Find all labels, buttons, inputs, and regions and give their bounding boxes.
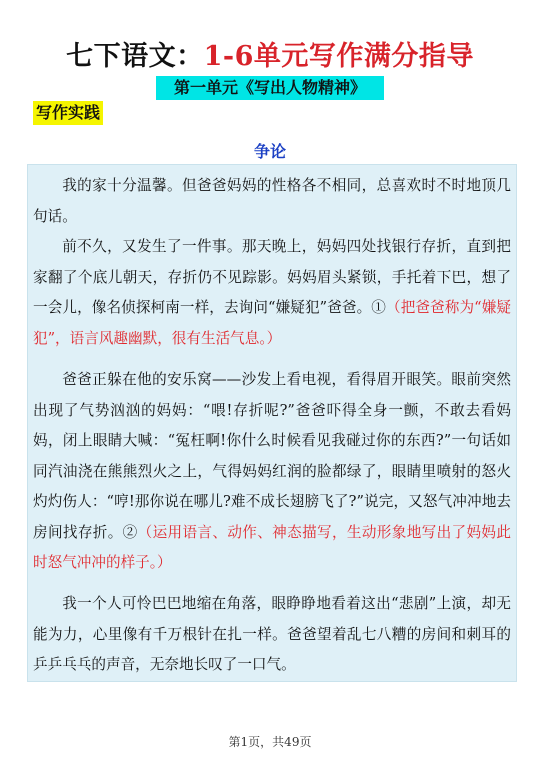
paragraph-text: 爸爸正躲在他的安乐窝——沙发上看电视，看得眉开眼笑。眼前突然出现了气势汹汹的妈妈：“喂!存折呢?”爸爸吓得全身一颤，不敢去看妈妈，闭上眼睛大喊：“冤枉啊!你什么时候看见我碰过你的东西?”一句话如同汽油浇在熊熊烈火之上，气得妈妈红润的脸都绿了，眼睛里喷射的怒火灼灼伤人：“哼!那你说在哪儿?难不成长翅膀飞了?”说完，又怒气冲冲地去房间找存折。② xyxy=(33,371,511,541)
annotation-note: （运用语言、动作、神态描写，生动形象地写出了妈妈此时怒气冲冲的样子。） xyxy=(33,523,511,571)
section-label: 写作实践 xyxy=(33,101,103,125)
paragraph-text: 前不久，又发生了一件事。那天晚上，妈妈四处找银行存折，直到把家翻了个底儿朝天，存折仍不见踪影。妈妈眉头紧锁，手托着下巴，想了一会儿，像名侦探柯南一样，去询问“嫌疑犯”爸爸。① xyxy=(33,238,511,316)
document-title-main: 1-6单元写作满分指导 xyxy=(203,41,474,72)
essay-paragraph-1 xyxy=(33,171,511,232)
essay-title: 争论 xyxy=(253,142,286,161)
document-title-prefix: 七下语文： xyxy=(66,41,204,72)
page-footer: 第1页，共49页 xyxy=(228,735,312,749)
essay-paragraph-4 xyxy=(33,589,511,681)
paragraph-text: 我一个人可怜巴巴地缩在角落，眼睁睁地看着这出“悲剧”上演，却无能为力，心里像有千万根针在扎一样。爸爸望着乱七八糟的房间和刺耳的乒乒乓乓的声音，无奈地长叹了一口气。 xyxy=(33,595,511,673)
document-title xyxy=(0,34,540,73)
annotation-note: （把爸爸称为“嫌疑犯”，语言风趣幽默，很有生活气息。） xyxy=(33,299,511,347)
essay-paragraph-3 xyxy=(33,365,511,579)
unit-banner: 第一单元《写出人物精神》 xyxy=(156,76,384,100)
paragraph-text: 我的家十分温馨。但爸爸妈妈的性格各不相同，总喜欢时不时地顶几句话。 xyxy=(33,177,511,225)
essay-paragraph-2 xyxy=(33,232,511,354)
